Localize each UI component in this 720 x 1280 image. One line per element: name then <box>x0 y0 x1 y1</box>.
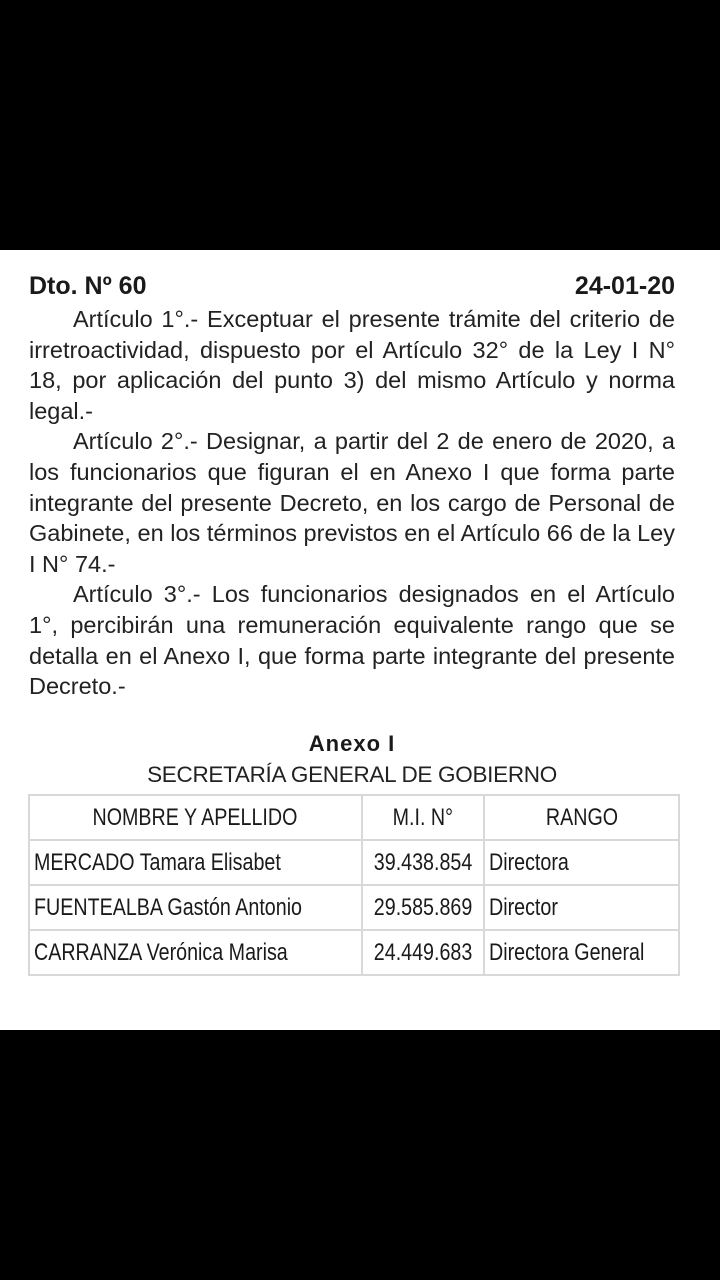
document-page <box>0 250 720 1030</box>
cell-mi: 39.438.854 <box>362 840 484 885</box>
cell-name: FUENTEALBA Gastón Antonio <box>29 885 362 930</box>
column-header-mi: M.I. N° <box>362 795 484 840</box>
decree-body <box>29 304 675 702</box>
column-header-name: NOMBRE Y APELLIDO <box>29 795 362 840</box>
table-row <box>29 885 679 930</box>
table-header-row <box>29 795 679 840</box>
cell-rango: Director <box>484 885 679 930</box>
article-3: Artículo 3°.- Los funcionarios designados en el Artículo 1°, percibirán una remuneración equivalente rango que se detalla en el Anexo I, que forma parte integrante del presente Decreto.- <box>29 581 675 700</box>
anexo-subtitle: SECRETARÍA GENERAL DE GOBIERNO <box>147 762 557 787</box>
column-header-rango: RANGO <box>484 795 679 840</box>
cell-name: CARRANZA Verónica Marisa <box>29 930 362 975</box>
article-2: Artículo 2°.- Designar, a partir del 2 de enero de 2020, a los funcionarios que figuran el en Anexo I que forma parte integrante del presente Decreto, en los cargo de Personal de Gabinete, en los términos previstos en el Artículo 66 de la Ley I N° 74.- <box>29 428 675 577</box>
decree-number: Dto. Nº 60 <box>29 272 147 300</box>
decree-date: 24-01-20 <box>574 272 675 300</box>
table-row <box>29 930 679 975</box>
cell-rango: Directora <box>484 840 679 885</box>
cell-mi: 24.449.683 <box>362 930 484 975</box>
article-1: Artículo 1°.- Exceptuar el presente trámite del criterio de irretroactividad, dispuesto por el Artículo 32° de la Ley I N° 18, por aplicación del punto 3) del mismo Artículo y norma legal.- <box>29 306 675 424</box>
cell-mi: 29.585.869 <box>362 885 484 930</box>
cell-name: MERCADO Tamara Elisabet <box>29 840 362 885</box>
table-row <box>29 840 679 885</box>
anexo-table <box>28 794 680 976</box>
cell-rango: Directora General <box>484 930 679 975</box>
anexo-title: Anexo I <box>308 731 396 756</box>
decree-header <box>29 270 677 302</box>
